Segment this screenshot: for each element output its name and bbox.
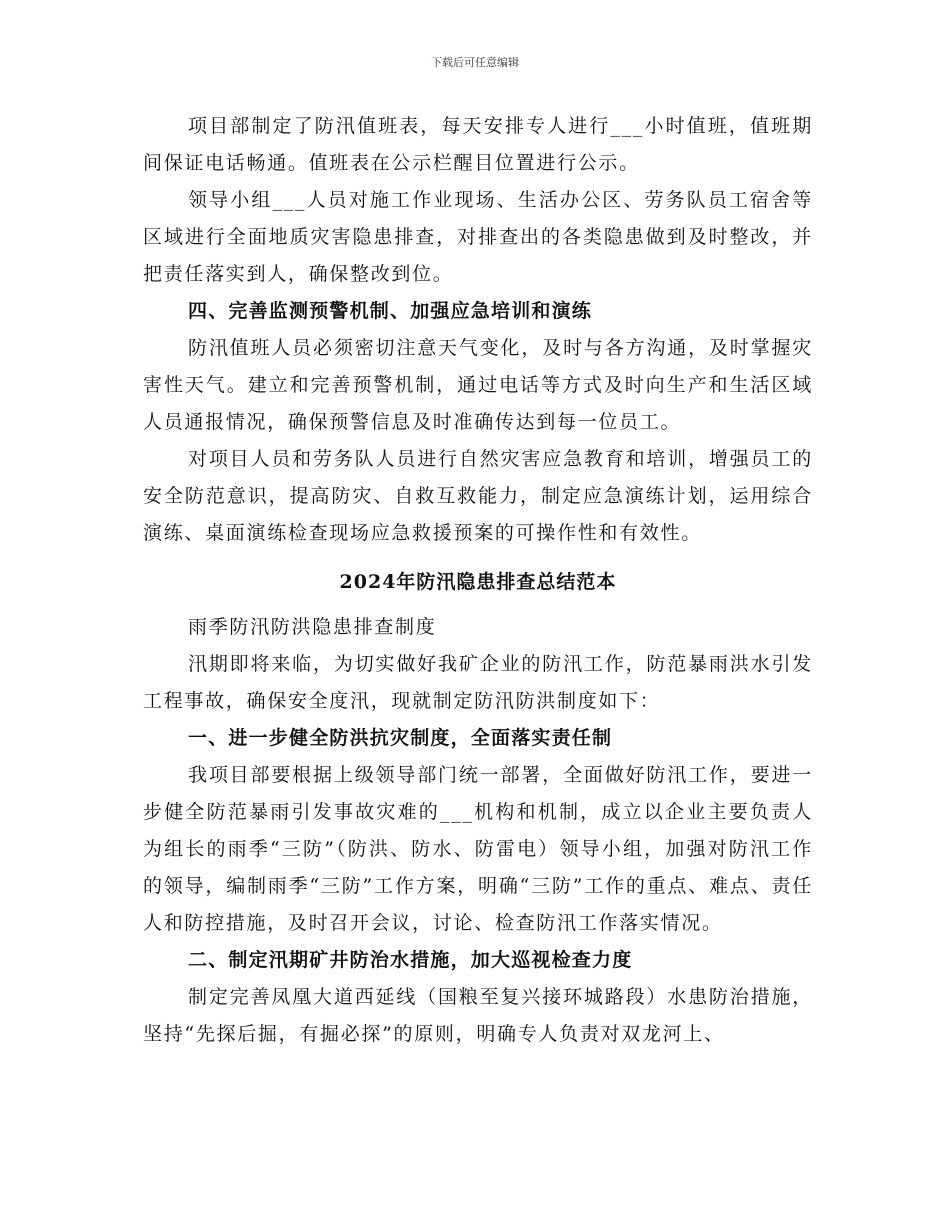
paragraph-intro: 汛期即将来临，为切实做好我矿企业的防汛工作，防范暴雨洪水引发工程事故，确保安全度汛，现就制定防汛防洪制度如下： [143,653,813,712]
paragraph-water-control: 制定完善凤凰大道西延线（国粮至复兴接环城路段）水患防治措施，坚持“先探后掘，有掘必探”的原则，明确专人负责对双龙河上、 [143,986,813,1045]
page-header-note: 下载后可任意编辑 [431,56,519,69]
document-body [143,108,813,1053]
paragraph-duty-roster: 项目部制定了防汛值班表，每天安排专人进行___小时值班，值班期间保证电话畅通。值班表在公示栏醒目位置进行公示。 [143,115,813,174]
section-heading-4: 四、完善监测预警机制、加强应急培训和演练 [188,300,593,322]
paragraph-responsibility: 我项目部要根据上级领导部门统一部署，全面做好防汛工作，要进一步健全防范暴雨引发事故灾难的___机构和机制，成立以企业主要负责人为组长的雨季“三防”（防洪、防水、防雷电）领导小组，加强对防汛工作的领导，编制雨季“三防”工作方案，明确“三防”工作的重点、难点、责任人和防控措施，及时召开会议，讨论、检查防汛工作落实情况。 [143,764,813,934]
paragraph-hazard-inspection: 领导小组___人员对施工作业现场、生活办公区、劳务队员工宿舍等区域进行全面地质灾害隐患排查，对排查出的各类隐患做到及时整改，并把责任落实到人，确保整改到位。 [143,189,813,285]
paragraph-emergency-training: 对项目人员和劳务队人员进行自然灾害应急教育和培训，增强员工的安全防范意识，提高防灾、自救互救能力，制定应急演练计划，运用综合演练、桌面演练检查现场应急救援预案的可操作性和有效性。 [143,448,813,544]
section-heading-2: 二、制定汛期矿井防治水措施，加大巡视检查力度 [188,949,633,971]
paragraph-subtitle: 雨季防汛防洪隐患排查制度 [188,616,437,638]
section-heading-1: 一、进一步健全防洪抗灾制度，全面落实责任制 [188,727,613,749]
paragraph-weather-monitoring: 防汛值班人员必须密切注意天气变化，及时与各方沟通，及时掌握灾害性天气。建立和完善预警机制，通过电话等方式及时向生产和生活区域人员通报情况，确保预警信息及时准确传达到每一位员工。 [143,337,813,433]
document-title: 2024年防汛隐患排查总结范本 [339,571,617,593]
